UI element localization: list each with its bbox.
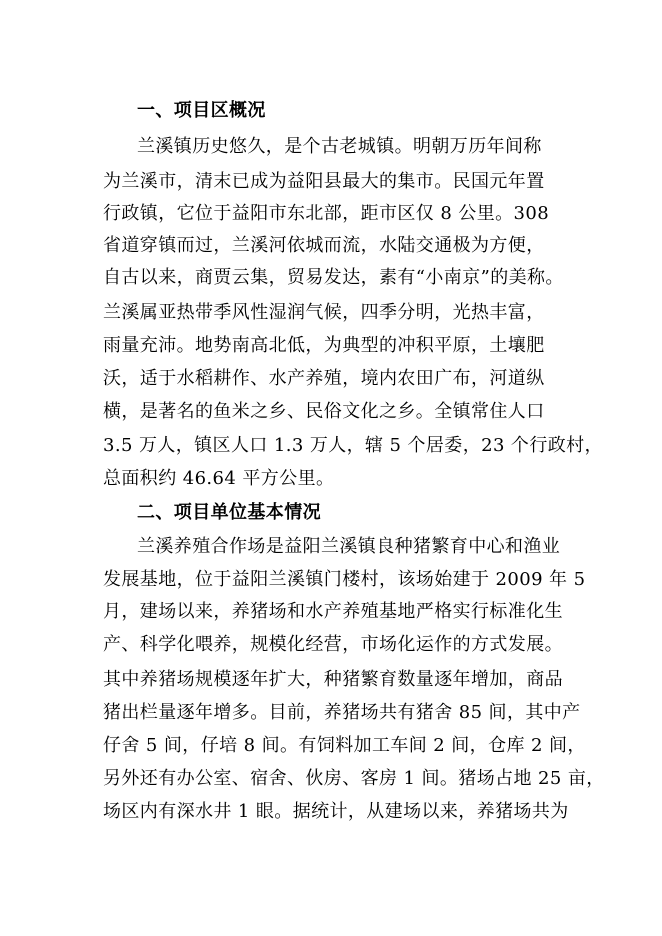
paragraph-line: 发展基地，位于益阳兰溪镇门楼村，该场始建于 2009 年 5	[103, 569, 586, 590]
paragraph-line: 兰溪养殖合作场是益阳兰溪镇良种猪繁育中心和渔业	[137, 536, 561, 557]
section-heading-project-area: 一、项目区概况	[137, 100, 266, 121]
paragraph-line: 横，是著名的鱼米之乡、民俗文化之乡。全镇常住人口	[103, 401, 545, 422]
paragraph-line: 自古以来，商贾云集，贸易发达，素有“小南京”的美称。	[103, 267, 564, 288]
paragraph-line: 行政镇，它位于益阳市东北部，距市区仅 8 公里。308	[103, 203, 550, 224]
paragraph-line: 雨量充沛。地势南高北低，为典型的冲积平原，土壤肥	[103, 335, 545, 356]
paragraph-line: 兰溪属亚热带季风性湿润气候，四季分明，光热丰富，	[103, 302, 545, 323]
paragraph-line: 省道穿镇而过，兰溪河依城而流，水陆交通极为方便，	[103, 235, 545, 256]
paragraph-line: 其中养猪场规模逐年扩大，种猪繁育数量逐年增加，商品	[103, 669, 563, 690]
paragraph-line: 3.5 万人，镇区人口 1.3 万人，辖 5 个居委，23 个行政村，	[103, 435, 603, 456]
paragraph-line: 沃，适于水稻耕作、水产养殖，境内农田广布，河道纵	[103, 368, 545, 389]
paragraph-line: 另外还有办公室、宿舍、伙房、客房 1 间。猪场占地 25 亩，	[103, 768, 605, 789]
paragraph-line: 月，建场以来，养猪场和水产养殖基地严格实行标准化生	[103, 601, 563, 622]
paragraph-line: 产、科学化喂养，规模化经营，市场化运作的方式发展。	[103, 634, 563, 655]
paragraph-line: 为兰溪市，清末已成为益阳县最大的集市。民国元年置	[103, 171, 545, 192]
paragraph-line: 场区内有深水井 1 眼。据统计，从建场以来，养猪场共为	[103, 801, 569, 822]
paragraph-line: 仔舍 5 间，仔培 8 间。有饲料加工车间 2 间，仓库 2 间，	[103, 735, 586, 756]
paragraph-line: 兰溪镇历史悠久，是个古老城镇。明朝万历年间称	[137, 136, 542, 157]
paragraph-line: 总面积约 46.64 平方公里。	[103, 468, 335, 489]
paragraph-line: 猪出栏量逐年增多。目前，养猪场共有猪舍 85 间，其中产	[103, 702, 581, 723]
section-heading-unit-info: 二、项目单位基本情况	[137, 502, 321, 523]
